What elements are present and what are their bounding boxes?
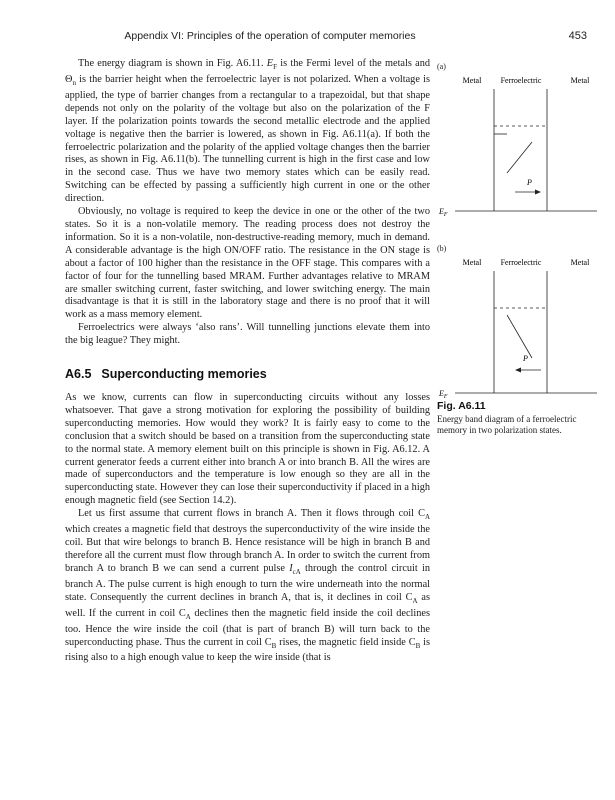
panel-b-diagram	[437, 253, 597, 413]
section-title: Superconducting memories	[101, 367, 267, 382]
metal-right-label: Metal	[570, 76, 590, 85]
panel-a-label: (a)	[437, 62, 446, 71]
panel-b-label: (b)	[437, 244, 447, 253]
polarization-arrowhead	[535, 190, 541, 195]
paragraph: Ferroelectrics were always ‘also rans’. Will tunnelling junctions elevate them into the big league? They might.	[65, 322, 430, 347]
figure-a6-11	[437, 62, 597, 413]
section-heading	[65, 367, 430, 381]
fermi-level-label: $E_F$	[439, 389, 448, 400]
figure-caption	[437, 400, 597, 436]
main-text-column	[65, 58, 430, 665]
ferroelectric-label: Ferroelectric	[500, 76, 542, 85]
caption-text: Energy band diagram of a ferroelectric memory in two polarization states.	[437, 414, 577, 436]
page-number: 453	[568, 30, 587, 42]
polarization-label: P	[527, 178, 532, 187]
polarization-label: P	[523, 354, 528, 363]
barrier-slope	[507, 142, 532, 173]
caption-title: Fig. A6.11	[437, 400, 486, 412]
section-number: A6.5	[65, 367, 92, 382]
metal-left-label: Metal	[462, 258, 482, 267]
metal-left-label: Metal	[462, 76, 482, 85]
paragraph: As we know, currents can flow in superconducting circuits without any losses whatsoever. That gave a strong motivation for exploring the possibility of building superconducting memories. How would they work? It is fairly easy to come to the conclusion that a switch should be based on a transition from the superconducting state to the normal state. A memory element built on this principle is shown in Fig. A6.12. A current generator feeds a current either into branch A or into branch B. All the wires are made of superconductors and the temperature is low enough so they are all in the superconducting state. However they can lose their superconductivity if placed in a high enough magnetic field (see Section 14.2).	[65, 392, 430, 507]
barrier-slope	[507, 315, 532, 358]
panel-a-diagram	[437, 71, 597, 231]
ferroelectric-label: Ferroelectric	[500, 258, 542, 267]
polarization-arrowhead	[515, 368, 521, 373]
paragraph: The energy diagram is shown in Fig. A6.11. $E_F$ is the Fermi level of the metals and $\Theta_n$ is the barrier height when the ferroelectric layer is not polarized. When a voltage is applied, the type of barrier changes from a rectangular to a trapezoidal, but that shape depends not only on the polarity of the voltage but also on the polarization of the F layer. If the polarization points towards the second metallic electrode and the applied voltage is negative then the barrier is lowered, as shown in Fig. A6.11(a). If both the ferroelectric polarization and the polarity of the applied voltage changes then the barrier rises, as shown in Fig. A6.11(b). The tunnelling current is high in the first case and low in the second case. Thus we have two memory states which can be easily read. Switching can be effected by passing a sufficiently high current in one or the other direction.	[65, 58, 430, 205]
fermi-level-label: $E_F$	[439, 207, 448, 218]
section-body	[65, 392, 430, 665]
running-head: Appendix VI: Principles of the operation of computer memories	[124, 30, 416, 42]
paragraph: Let us first assume that current flows in branch A. Then it flows through coil $C_A$ which creates a magnetic field that destroys the superconductivity of the wire inside the coil. But that wire belongs to branch B. Hence resistance will be high in branch B and therefore all the current must flow through branch A. In order to switch the current from branch A to branch B we can send a current pulse $I_{cA}$ through the control circuit in branch A. The pulse current is high enough to turn the wire underneath into the normal state. Consequently the current declines in branch A, that is, it declines in coil $C_A$ as well. If the current in coil $C_A$ declines then the magnetic field inside the coil declines too. Hence the wire inside the coil (that is part of branch B) will turn back to the superconducting phase. Thus the current in coil $C_B$ rises, the magnetic field inside $C_B$ is rising also to a high enough value to keep the wire inside (that is	[65, 508, 431, 664]
paragraph: Obviously, no voltage is required to keep the device in one or the other of the two states. So it is a non-volatile memory. The reading process does not destroy the information. So it is a non-volatile, non-destructive-reading memory, much in demand. A considerable advantage is the high ON/OFF ratio. The resistance in the ON stage is about a factor of 100 higher than the resistance in the OFF stage. This compares with a factor of four for the tunnelling based MRAM. Further advantages relative to MRAM are smaller switching current, faster switching, and lower switching energy. The main disadvantage is that it is still in the laboratory stage and there is no proof that it will work as a mass memory element.	[65, 206, 430, 321]
metal-right-label: Metal	[570, 258, 590, 267]
